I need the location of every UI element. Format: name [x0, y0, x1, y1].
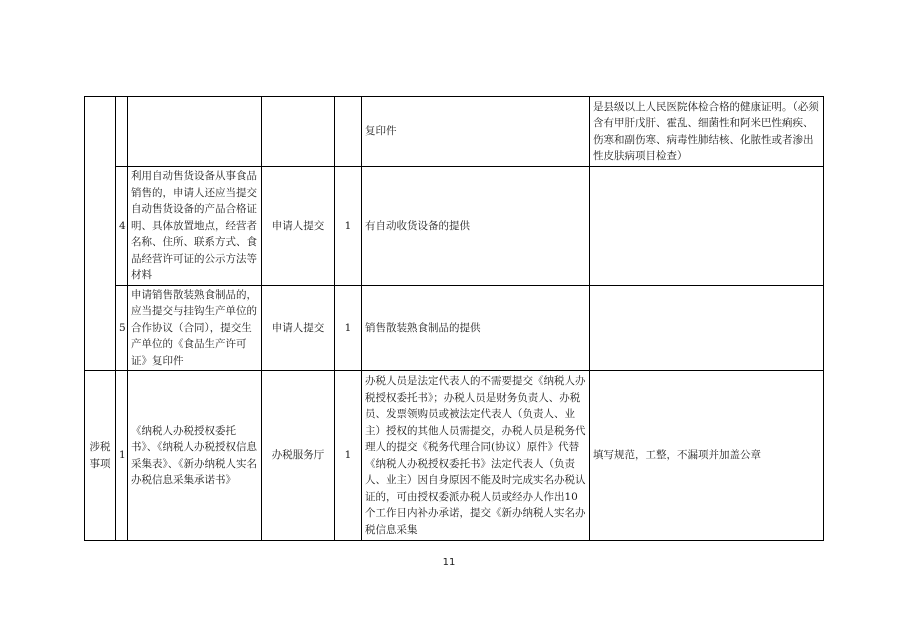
requirement-cell: 是县级以上人民医院体检合格的健康证明。（必须含有甲肝戊肝、霍乱、细菌性和阿米巴性痢疾、伤寒和副伤寒、病毒性肺结核、化脓性或者渗出性皮肤病项目检查）: [590, 97, 824, 167]
page-number: 11: [442, 557, 456, 568]
table-row: [85, 371, 824, 541]
condition-cell: 办税人员是法定代表人的不需要提交《纳税人办税授权委托书》；办税人员是财务负责人、办税员、发票领购员或被法定代表人（负责人、业主）授权的其他人员需提交，办税人员是税务代理人的提交《税务代理合同(协议）原件》代替《纳税人办税授权委托书》法定代表人（负责人、业主）因自身原因不能及时完成实名办税认证的，可由授权委派办税人员或经办人作出10个工作日内补办承诺，提交《新办纳税人实名办税信息采集: [362, 371, 590, 541]
row-number-cell: 4: [116, 167, 128, 286]
requirement-cell: [590, 285, 824, 371]
material-cell: 申请销售散装熟食制品的，应当提交与挂钩生产单位的合作协议（合同），提交生产单位的《食品生产许可证》复印件: [128, 285, 262, 371]
table-row: [85, 97, 824, 167]
copies-cell: 1: [335, 371, 362, 541]
condition-cell: 复印件: [362, 97, 590, 167]
source-cell: 申请人提交: [262, 285, 335, 371]
row-number-cell: 1: [116, 371, 128, 541]
materials-table: [84, 96, 824, 541]
material-cell: 利用自动售货设备从事食品销售的，申请人还应当提交自动售货设备的产品合格证明、具体放置地点，经营者名称、住所、联系方式、食品经营许可证的公示方法等材料: [128, 167, 262, 286]
requirement-cell: 填写规范，工整，不漏项并加盖公章: [590, 371, 824, 541]
copies-cell: 1: [335, 167, 362, 286]
condition-cell: 销售散装熟食制品的提供: [362, 285, 590, 371]
source-cell: [262, 97, 335, 167]
row-number-cell: 5: [116, 285, 128, 371]
table-row: [85, 285, 824, 371]
material-cell: 《纳税人办税授权委托书》、《纳税人办税授权信息采集表》、《新办纳税人实名办税信息采集承诺书》: [128, 371, 262, 541]
copies-cell: [335, 97, 362, 167]
requirement-cell: [590, 167, 824, 286]
category-cell: 涉税事项: [85, 371, 116, 541]
row-number-cell: [116, 97, 128, 167]
material-cell: [128, 97, 262, 167]
condition-cell: 有自动收货设备的提供: [362, 167, 590, 286]
category-cell: [85, 97, 116, 371]
table-row: [85, 167, 824, 286]
source-cell: 申请人提交: [262, 167, 335, 286]
copies-cell: 1: [335, 285, 362, 371]
source-cell: 办税服务厅: [262, 371, 335, 541]
